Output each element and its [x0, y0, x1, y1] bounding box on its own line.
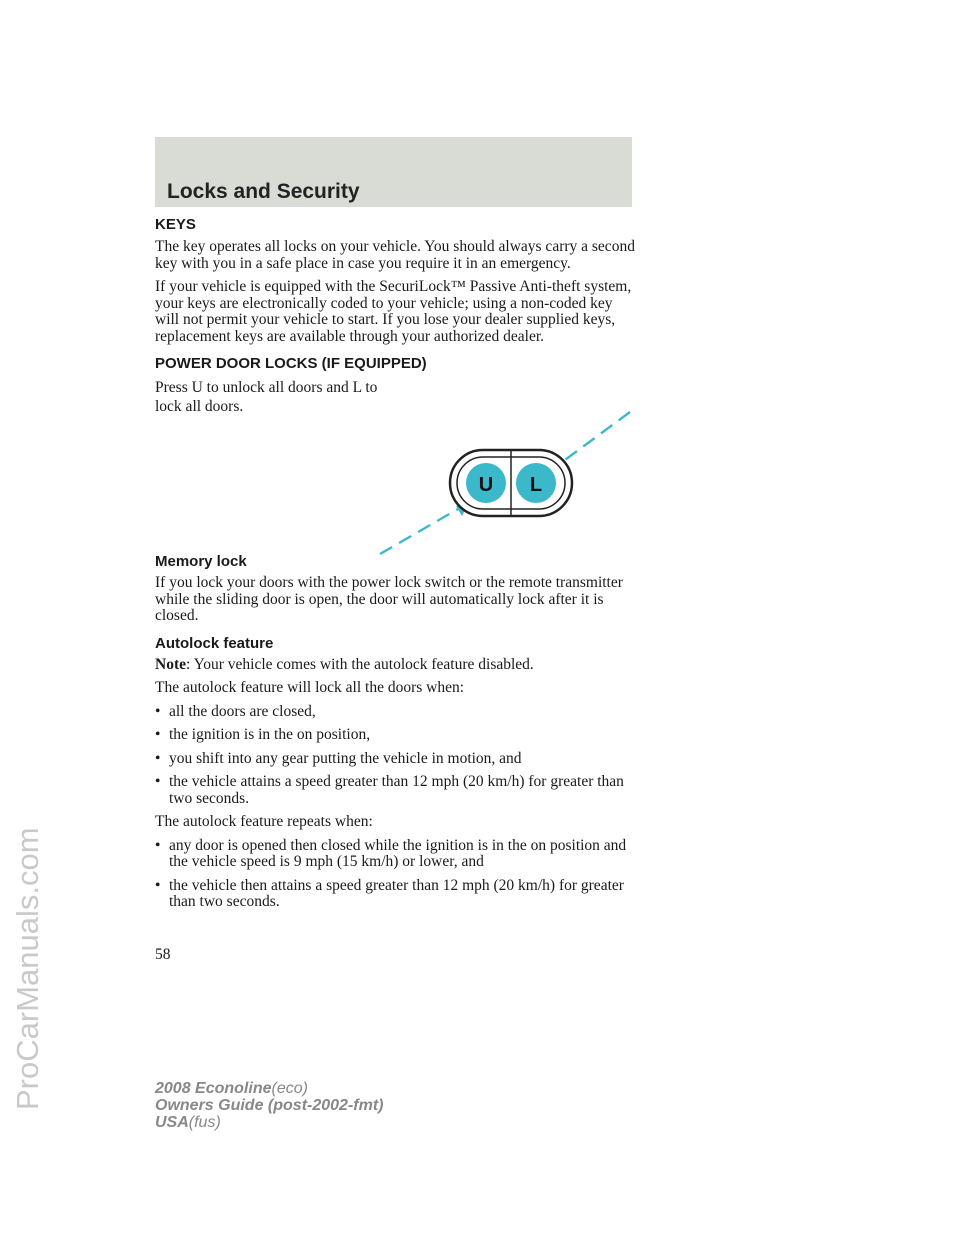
- power-locks-heading: POWER DOOR LOCKS (IF EQUIPPED): [155, 355, 427, 372]
- keys-paragraph-2: If your vehicle is equipped with the SecuriLock™ Passive Anti-theft system, your keys are electronically coded to your vehicle; using a non-coded key will not permit your vehicle to start. If you lose your dealer supplied keys, replacement keys are available through your authorized dealer.: [155, 278, 632, 345]
- leader-line-unlock: [380, 509, 458, 554]
- footer-market-code: (fus): [188, 1114, 221, 1131]
- autolock-repeat-intro: The autolock feature repeats when:: [155, 813, 373, 830]
- condition-text: any door is opened then closed while the ignition is in the on position and the vehicle speed is 9 mph (15 km/h) or lower, and: [169, 836, 627, 870]
- note-label: Note: [155, 655, 186, 673]
- list-item: • you shift into any gear putting the vehicle in motion, and: [155, 749, 522, 767]
- page-number: 58: [155, 946, 171, 963]
- autolock-repeat-conditions: [155, 838, 635, 911]
- list-item: • all the doors are closed,: [155, 702, 316, 720]
- autolock-note: [155, 657, 635, 674]
- footer-market: USA: [155, 1114, 189, 1131]
- power-lock-switch-illustration: [378, 410, 634, 556]
- condition-text: all the doors are closed,: [169, 702, 316, 720]
- list-item: • the ignition is in the on position,: [155, 726, 371, 743]
- list-item: • the vehicle attains a speed greater than 12 mph (20 km/h) for greater than two seconds.: [155, 773, 624, 807]
- note-text: : Your vehicle comes with the autolock feature disabled.: [186, 655, 534, 673]
- footer-line-2: [155, 1097, 383, 1114]
- footer-model: 2008 Econoline: [155, 1080, 272, 1097]
- condition-text: the vehicle then attains a speed greater than 12 mph (20 km/h) for greater than two seconds.: [169, 876, 624, 910]
- autolock-conditions: [155, 704, 635, 808]
- section-header: [155, 137, 632, 207]
- autolock-intro: The autolock feature will lock all the doors when:: [155, 679, 465, 696]
- keys-heading: KEYS: [155, 216, 196, 233]
- footer-line-3: [155, 1114, 383, 1131]
- memory-lock-heading: Memory lock: [155, 553, 247, 570]
- list-item: • the vehicle then attains a speed greater than 12 mph (20 km/h) for greater than two seconds.: [155, 876, 624, 910]
- power-locks-text: Press U to unlock all doors and L to lock all doors.: [155, 379, 378, 415]
- document-footer: [155, 1080, 383, 1131]
- footer-guide: Owners Guide (post-2002-fmt): [155, 1097, 384, 1114]
- section-title: Locks and Security: [167, 180, 360, 203]
- watermark: [6, 230, 46, 1110]
- condition-text: you shift into any gear putting the vehicle in motion, and: [169, 749, 522, 767]
- watermark-text: ProCarManuals.com: [10, 827, 45, 1110]
- list-item: • any door is opened then closed while the ignition is in the on position and the vehicle speed is 9 mph (15 km/h) or lower, and: [155, 836, 627, 870]
- footer-line-1: [155, 1080, 383, 1097]
- keys-paragraph-1: The key operates all locks on your vehicle. You should always carry a second key with you in a safe place in case you require it in an emergency.: [155, 238, 635, 272]
- lock-label: L: [529, 474, 543, 496]
- condition-text: the vehicle attains a speed greater than 12 mph (20 km/h) for greater than two seconds.: [169, 773, 624, 807]
- unlock-label: U: [478, 474, 494, 496]
- leader-line-lock: [554, 412, 630, 468]
- footer-model-code: (eco): [271, 1080, 308, 1097]
- condition-text: the ignition is in the on position,: [169, 726, 371, 743]
- page-content: [155, 216, 635, 918]
- memory-lock-text: If you lock your doors with the power lock switch or the remote transmitter while the sliding door is open, the door will automatically lock after it is closed.: [155, 574, 623, 624]
- autolock-heading: Autolock feature: [155, 634, 274, 652]
